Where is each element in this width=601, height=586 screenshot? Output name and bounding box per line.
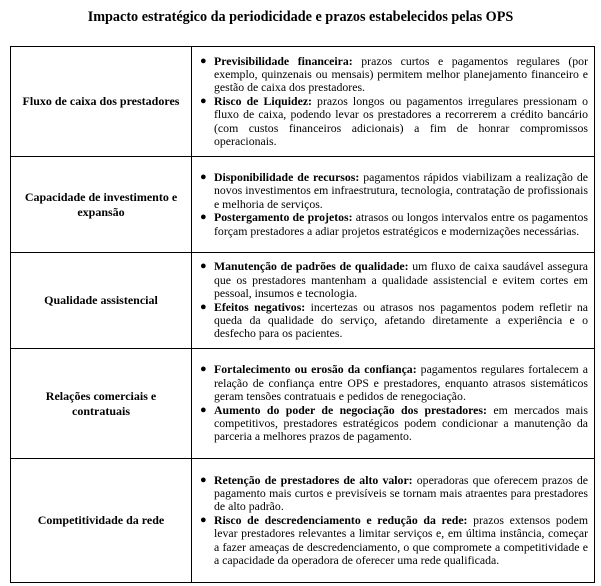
bullet-text: prazos curtos e pagamentos regulares (por exemplo, quinzenais ou mensais) permitem melhor planejamento financeiro e gestão de caixa dos prestadores.: [214, 53, 588, 95]
bullet-item: [192, 514, 588, 568]
bullet-item: [192, 260, 588, 300]
bullet-text: operadoras que oferecem prazos de pagamento mais curtos e previsíveis se tornam mais atraentes para prestadores de alto padrão.: [214, 472, 588, 514]
table-row: [11, 157, 595, 253]
bullet-text: prazos longos ou pagamentos irregulares pressionam o fluxo de caixa, podendo levar os prestadores a recorrerem a crédito bancário (com custos financeiros adicionais) a fim de honrar compromissos operacionais.: [214, 93, 588, 149]
bullet-text: incertezas ou atrasos nos pagamentos podem refletir na queda da qualidade do serviço, afetando diretamente a experiência e o desfecho para os pacientes.: [214, 299, 589, 341]
bullet-icon: ●: [200, 54, 207, 67]
description-cell: [192, 157, 595, 253]
bullet-icon: ●: [200, 211, 207, 224]
table-row: [11, 349, 595, 459]
category-cell: Competitividade da rede: [11, 459, 192, 583]
bullet-item: [192, 474, 588, 514]
bullet-term: Manutenção de padrões de qualidade:: [214, 259, 409, 274]
impact-table: [10, 46, 595, 583]
bullet-icon: ●: [200, 513, 207, 526]
bullet-term: Previsibilidade financeira:: [214, 53, 353, 68]
bullet-text: em mercados mais competitivos, prestadores estratégicos podem condicionar a manutenção da parceria a melhores prazos de pagamento.: [214, 402, 589, 444]
bullet-text: pagamentos regulares fortalecem a relação de confiança entre OPS e prestadores, enquanto atrasos sistemáticos geram tensões contratuais e pedidos de renegociação.: [214, 362, 588, 404]
bullet-term: Risco de Liquidez:: [214, 93, 312, 108]
table-row: [11, 253, 595, 349]
bullet-icon: ●: [200, 170, 207, 183]
bullet-text: atrasos ou longos intervalos entre os pagamentos forçam prestadores a adiar projetos estratégicos e modernizações necessárias.: [214, 210, 588, 238]
bullet-item: [192, 171, 588, 211]
bullet-text: um fluxo de caixa saudável assegura que os prestadores mantenham a qualidade assistencial e evitem cortes em pessoal, insumos e tecnologia.: [214, 259, 589, 301]
bullet-item: [192, 95, 588, 149]
bullet-term: Efeitos negativos:: [214, 299, 306, 314]
bullet-text: prazos extensos podem levar prestadores relevantes a limitar serviços e, em última instância, começar a fazer ameaças de descredenciamento, o que compromete a competitividade e a capacidade da operadora de oferecer uma rede qualificada.: [214, 512, 588, 568]
bullet-icon: ●: [200, 94, 207, 107]
bullet-item: [192, 301, 588, 341]
category-cell: Qualidade assistencial: [11, 253, 192, 349]
bullet-term: Disponibilidade de recursos:: [214, 169, 360, 184]
bullet-icon: ●: [200, 260, 207, 273]
bullet-icon: ●: [200, 473, 207, 486]
category-cell: Fluxo de caixa dos prestadores: [11, 47, 192, 157]
category-cell: Relações comerciais e contratuais: [11, 349, 192, 459]
bullet-term: Postergamento de projetos:: [214, 210, 353, 225]
bullet-text: pagamentos rápidos viabilizam a realização de novos investimentos em infraestrutura, tecnologia, contratação de profissionais e melhoria de serviços.: [214, 169, 588, 211]
table-row: [11, 459, 595, 583]
bullet-icon: ●: [200, 300, 207, 313]
table-title: Impacto estratégico da periodicidade e prazos estabelecidos pelas OPS: [87, 9, 514, 25]
table-row: [11, 47, 595, 157]
bullet-icon: ●: [200, 363, 207, 376]
bullet-icon: ●: [200, 403, 207, 416]
description-cell: [192, 47, 595, 157]
description-cell: [192, 349, 595, 459]
bullet-term: Fortalecimento ou erosão da confiança:: [214, 362, 417, 377]
description-cell: [192, 459, 595, 583]
bullet-item: [192, 55, 588, 95]
description-cell: [192, 253, 595, 349]
bullet-term: Aumento do poder de negociação dos prestadores:: [214, 402, 487, 417]
bullet-item: [192, 404, 588, 444]
bullet-item: [192, 211, 588, 238]
bullet-term: Retenção de prestadores de alto valor:: [214, 472, 413, 487]
bullet-item: [192, 363, 588, 403]
bullet-term: Risco de descredenciamento e redução da rede:: [214, 512, 468, 527]
category-cell: Capacidade de investimento e expansão: [11, 157, 192, 253]
